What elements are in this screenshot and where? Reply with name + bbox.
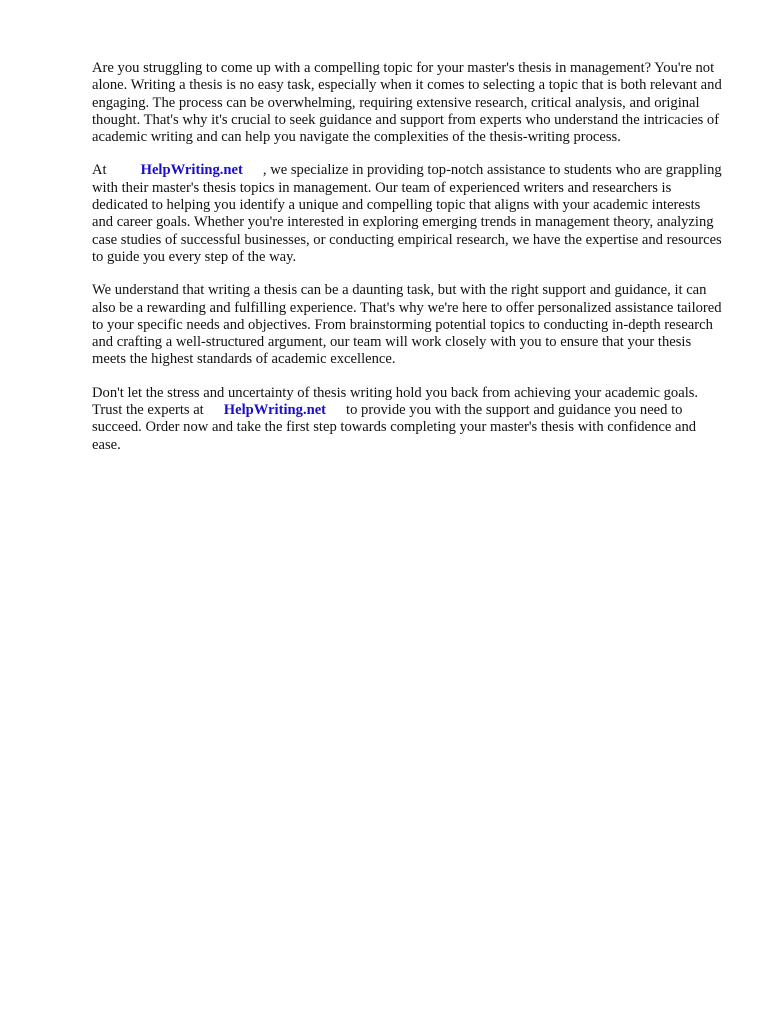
helpwriting-link[interactable]: HelpWriting.net [140,162,243,179]
paragraph-support: We understand that writing a thesis can be a daunting task, but with the right support and guidance, it can also be a rewarding and fulfilling experience. That's why we're here to offer personalized assistance tailored to your specific needs and objectives. From brainstorming potential topics to conducting in-depth research and crafting a well-structured argument, our team will work closely with you to ensure that your thesis meets the highest standards of academic excellence. [92,282,722,368]
helpwriting-link-cta[interactable]: HelpWriting.net [223,402,327,419]
paragraph-service [92,162,724,266]
document-page [92,60,724,470]
paragraph-cta-body: to provide you with the support and guidance you need to succeed. Order now and take the first step towards completing your master's thesis with confidence and ease. [92,402,697,453]
paragraph-service-lead: At [92,162,107,179]
paragraph-cta [92,385,724,454]
paragraph-intro: Are you struggling to come up with a compelling topic for your master's thesis in management? You're not alone. Writing a thesis is no easy task, especially when it comes to selecting a topic that is both relevant and engaging. The process can be overwhelming, requiring extensive research, critical analysis, and original thought. That's why it's crucial to seek guidance and support from experts who understand the intricacies of academic writing and can help you navigate the complexities of the thesis-writing process. [92,60,722,146]
paragraph-cta-lead: Don't let the stress and uncertainty of thesis writing hold you back from achieving your academic goals. Trust the experts at [92,384,699,419]
paragraph-service-body: , we specialize in providing top-notch assistance to students who are grappling with their master's thesis topics in management. Our team of experienced writers and researchers is dedicated to helping you identify a unique and compelling topic that aligns with your academic interests and career goals. Whether you're interested in exploring emerging trends in management theory, analyzing case studies of successful businesses, or conducting empirical research, we have the expertise and resources to guide you every step of the way. [92,162,722,265]
